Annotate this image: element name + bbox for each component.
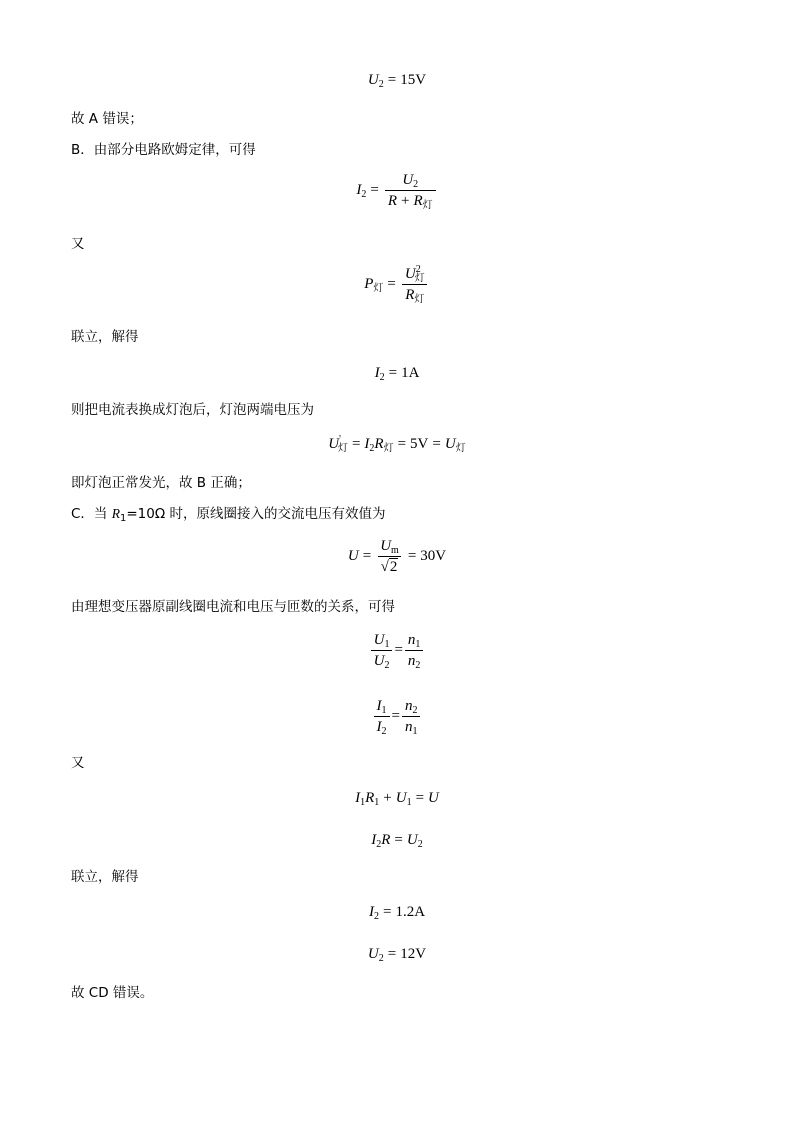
text-lianli-1: 联立，解得 <box>71 329 139 345</box>
text-cd-wrong: 故 CD 错误。 <box>71 985 154 1001</box>
text-lianli-2: 联立，解得 <box>71 869 139 885</box>
equation-u2-15v: $U_2 = 15V$ <box>367 72 427 90</box>
equation-rms-voltage: U = $\frac{U_m}{√2}$ = 30V <box>347 538 447 575</box>
equation-current-ratio: $\frac{I_1}{I_2}$ = $\frac{n_2}{n_1}$ <box>0 697 794 736</box>
value-bulb-voltage: 5V <box>410 436 429 452</box>
value-i2: 1A <box>401 365 420 381</box>
equation-i2-1a: $I_2 = 1A$ <box>374 365 420 383</box>
text-b-correct: 即灯泡正常发光，故 B 正确； <box>71 475 251 491</box>
equation-lamp-power: $P_灯$ = $\frac{U^2_灯}{R_灯}$ <box>0 265 794 304</box>
text-b-intro: B．由部分电路欧姆定律，可得 <box>71 142 256 158</box>
equation-secondary-loop: $I_2R = U_2$ <box>371 832 423 850</box>
text-you-1: 又 <box>71 236 85 252</box>
text-transformer: 由理想变压器原副线圈电流和电压与匝数的关系，可得 <box>71 599 395 615</box>
equation-ohm-law: $I_2$ = $\frac{U_2}{R + R_灯}$ <box>0 171 794 210</box>
value-u2-final: 12V <box>400 946 427 962</box>
equation-voltage-ratio: $\frac{U_1}{U_2}$ = $\frac{n_1}{n_2}$ <box>0 631 794 670</box>
text-a-wrong: 故 A 错误； <box>71 111 143 127</box>
equation-u2-final: $U_2 = 12V$ <box>367 946 427 964</box>
value-u2: 15V <box>400 72 427 88</box>
equation-bulb-voltage: $U'_灯 = I_2R_灯 = 5V = U_灯$ <box>328 434 466 454</box>
value-i2-final: 1.2A <box>395 904 426 920</box>
text-you-2: 又 <box>71 755 85 771</box>
equation-primary-loop: $I_1R_1 + U_1 = U$ <box>355 790 439 808</box>
text-c-intro: C．当 $R_1=10\Omega$ 时，原线圈接入的交流电压有效值为 <box>71 506 386 524</box>
text-swap-bulb: 则把电流表换成灯泡后，灯泡两端电压为 <box>71 402 314 418</box>
equation-i2-final: $I_2 = 1.2A$ <box>368 904 426 922</box>
value-u-rms: 30V <box>420 547 447 564</box>
